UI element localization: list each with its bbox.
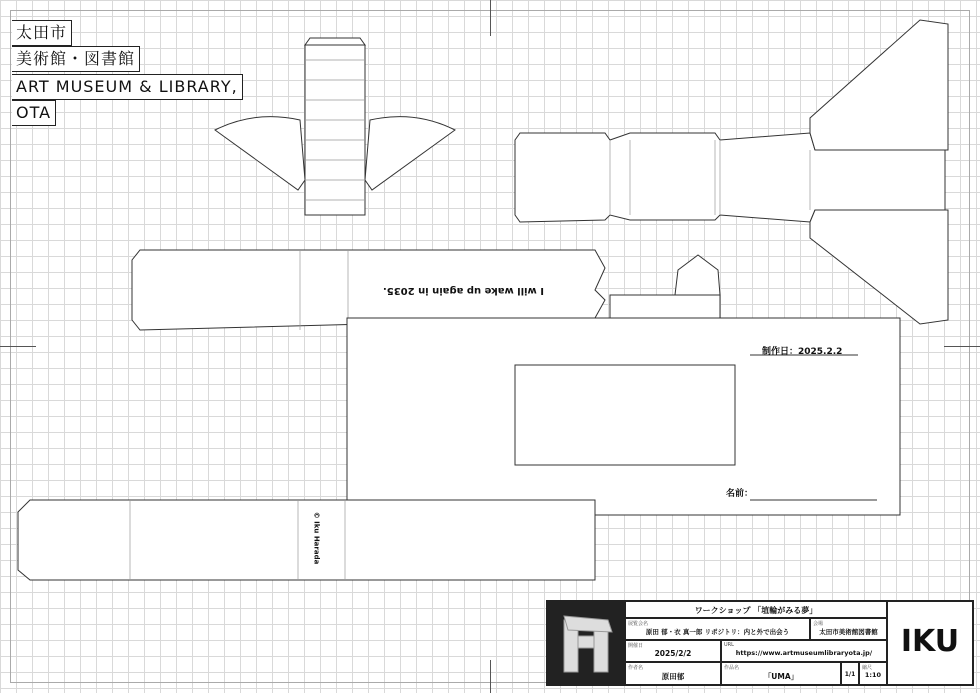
exhibition-value: 原田 郁・衣 真一郎 リポジトリ：内と外で出会う: [645, 628, 790, 636]
page-cell: [841, 662, 859, 685]
base-piece: [18, 500, 595, 580]
venue-value: 太田市美術館図書館: [819, 628, 878, 636]
tail-upper: [810, 20, 948, 150]
date-field: 制作日：2025.2.2: [762, 347, 843, 357]
exhibition-cell: [625, 618, 810, 640]
venue-label: 会場: [813, 621, 824, 627]
page-value: 1/1: [844, 671, 856, 678]
brand-cell: [887, 601, 973, 685]
brand-text: IKU: [900, 624, 960, 659]
url-cell: [721, 640, 887, 662]
logo-line4: OTA: [12, 100, 56, 126]
work-cell: [721, 662, 841, 685]
exhibition-label: 展覧会名: [628, 621, 649, 627]
date-cell: [625, 640, 721, 662]
author-value: 原田郁: [661, 672, 685, 681]
logo-line3: ART MUSEUM & LIBRARY,: [12, 74, 243, 100]
logo-line2: 美術館・図書館: [12, 46, 140, 72]
scale-label: 縮尺: [862, 665, 873, 671]
url-label: URL: [724, 642, 734, 648]
diamond-piece: [675, 255, 720, 295]
wing-piece-left: [215, 117, 305, 190]
workshop-title: ワークショップ 「埴輪がみる夢」: [694, 606, 818, 615]
name-field: 名前：: [726, 489, 754, 499]
title-block: [546, 600, 974, 686]
scale-cell: [859, 662, 887, 685]
sculpture-icon: [548, 602, 625, 685]
url-link[interactable]: https://www.artmuseumlibraryota.jp/: [735, 649, 873, 657]
venue-cell: [810, 618, 887, 640]
neck-piece: [305, 45, 365, 215]
scale-value: 1:10: [864, 671, 882, 679]
date-value: 2025/2/2: [654, 649, 692, 658]
wing-piece-right: [365, 117, 455, 190]
neck-top: [305, 38, 365, 45]
copyright-text: © Iku Harada: [312, 511, 321, 565]
connector-piece: [610, 295, 720, 318]
logo-line1: 太田市: [12, 20, 72, 46]
work-label: 作品名: [724, 665, 740, 671]
logo-mark-cell: [547, 601, 625, 685]
upside-down-inscription: I will wake up again in 2035.: [383, 285, 544, 296]
frame-window-top: [515, 365, 735, 465]
author-cell: [625, 662, 721, 685]
date-label: 開催日: [628, 643, 644, 649]
author-label: 作者名: [628, 665, 644, 671]
workshop-title-cell: [625, 601, 887, 618]
tail-lower: [810, 210, 948, 324]
work-value: 「UMA」: [763, 672, 799, 681]
